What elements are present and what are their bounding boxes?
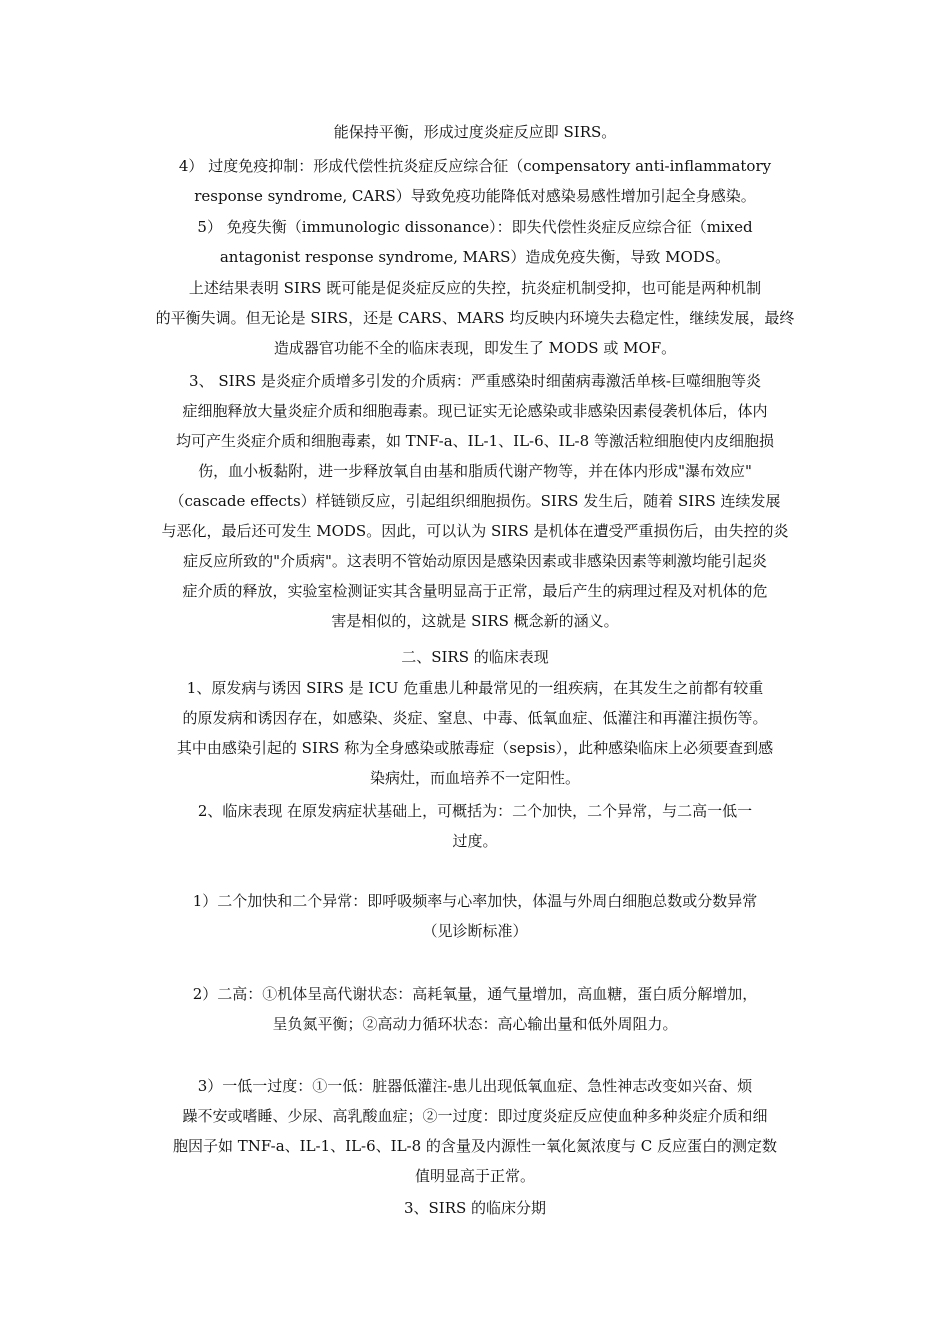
text-line: （见诊断标准） xyxy=(422,922,528,940)
paragraph-clinical-manifestation xyxy=(140,796,810,856)
text-line: 造成器官功能不全的临床表现，即发生了 MODS 或 MOF。 xyxy=(273,339,677,357)
section-heading xyxy=(140,642,810,672)
text-line: antagonist response syndrome, MARS）造成免疫失衡，导致 MODS。 xyxy=(219,248,731,266)
heading-text: 二、SIRS 的临床表现 xyxy=(401,648,549,666)
text-line: 1、原发病与诱因 SIRS 是 ICU 危重患儿种最常见的一组疾病，在其发生之前都有较重 xyxy=(186,679,764,697)
text-line: 症介质的释放，实验室检测证实其含量明显高于正常，最后产生的病理过程及对机体的危 xyxy=(182,582,768,600)
text-line: 症细胞释放大量炎症介质和细胞毒素。现已证实无论感染或非感染因素侵袭机体后，体内 xyxy=(182,402,768,420)
paragraph-two-highs xyxy=(140,979,810,1039)
paragraph-summary xyxy=(140,273,810,363)
text-line: 呈负氮平衡；②高动力循环状态：高心输出量和低外周阻力。 xyxy=(272,1015,678,1033)
text-line: 染病灶，而血培养不一定阳性。 xyxy=(369,769,580,787)
text-line: 其中由感染引起的 SIRS 称为全身感染或脓毒症（sepsis），此种感染临床上必须要查到感 xyxy=(176,739,774,757)
text-line: 均可产生炎症介质和细胞毒素，如 TNF-a、IL-1、IL-6、IL-8 等激活粒细胞使内皮细胞损 xyxy=(176,432,774,450)
text-line: 害是相似的，这就是 SIRS 概念新的涵义。 xyxy=(331,612,619,630)
text-line: 2、临床表现 在原发病症状基础上，可概括为：二个加快，二个异常，与二高一低一 xyxy=(197,802,753,820)
text-line: response syndrome, CARS）导致免疫功能降低对感染易感性增加引起全身感染。 xyxy=(194,187,756,205)
paragraph-one-low-one-excess xyxy=(140,1071,810,1191)
text-line: 能保持平衡，形成过度炎症反应即 SIRS。 xyxy=(333,123,617,141)
paragraph-mediator-disease xyxy=(140,366,810,636)
text-line: 1）二个加快和二个异常：即呼吸频率与心率加快，体温与外周白细胞总数或分数异常 xyxy=(192,892,758,910)
text-line: 过度。 xyxy=(452,832,498,850)
text-line: 的原发病和诱因存在，如感染、炎症、窒息、中毒、低氧血症、低灌注和再灌注损伤等。 xyxy=(182,709,768,727)
text-line: 5） 免疫失衡（immunologic dissonance）：即失代偿性炎症反应综合征（mixed xyxy=(197,218,753,236)
paragraph-sirs-balance xyxy=(140,117,810,147)
text-line: （cascade effects）样链锁反应，引起组织细胞损伤。SIRS 发生后，随着 SIRS 连续发展 xyxy=(169,492,781,510)
text-line: 上述结果表明 SIRS 既可能是促炎症反应的失控，抗炎症机制受抑，也可能是两种机制 xyxy=(188,279,762,297)
text-line: 3、 SIRS 是炎症介质增多引发的介质病：严重感染时细菌病毒激活单核-巨噬细胞等炎 xyxy=(189,372,761,390)
text-line: 值明显高于正常。 xyxy=(414,1167,535,1185)
text-line: 伤，血小板黏附，进一步释放氧自由基和脂质代谢产物等，并在体内形成"瀑布效应" xyxy=(198,462,752,480)
text-line: 2）二高：①机体呈高代谢状态：高耗氧量，通气量增加，高血糖，蛋白质分解增加， xyxy=(192,985,758,1003)
paragraph-mars xyxy=(140,212,810,272)
text-line: 3、SIRS 的临床分期 xyxy=(403,1199,547,1217)
paragraph-clinical-staging xyxy=(140,1193,810,1223)
text-line: 与恶化，最后还可发生 MODS。因此，可以认为 SIRS 是机体在遭受严重损伤后，由失控的炎 xyxy=(161,522,789,540)
text-line: 的平衡失调。但无论是 SIRS，还是 CARS、MARS 均反映内环境失去稳定性，继续发展，最终 xyxy=(155,309,795,327)
paragraph-cars xyxy=(140,151,810,211)
paragraph-primary-disease xyxy=(140,673,810,793)
text-line: 3）一低一过度：①一低：脏器低灌注-患儿出现低氧血症、急性神志改变如兴奋、烦 xyxy=(197,1077,753,1095)
text-line: 胞因子如 TNF-a、IL-1、IL-6、IL-8 的含量及内源性一氧化氮浓度与 C 反应蛋白的测定数 xyxy=(173,1137,777,1155)
text-line: 躁不安或嗜睡、少尿、高乳酸血症；②一过度：即过度炎症反应使血种多种炎症介质和细 xyxy=(182,1107,768,1125)
paragraph-two-accelerations xyxy=(140,886,810,946)
text-line: 症反应所致的"介质病"。这表明不管始动原因是感染因素或非感染因素等刺激均能引起炎 xyxy=(183,552,767,570)
text-line: 4） 过度免疫抑制：形成代偿性抗炎症反应综合征（compensatory anti-inflammatory xyxy=(178,157,772,175)
